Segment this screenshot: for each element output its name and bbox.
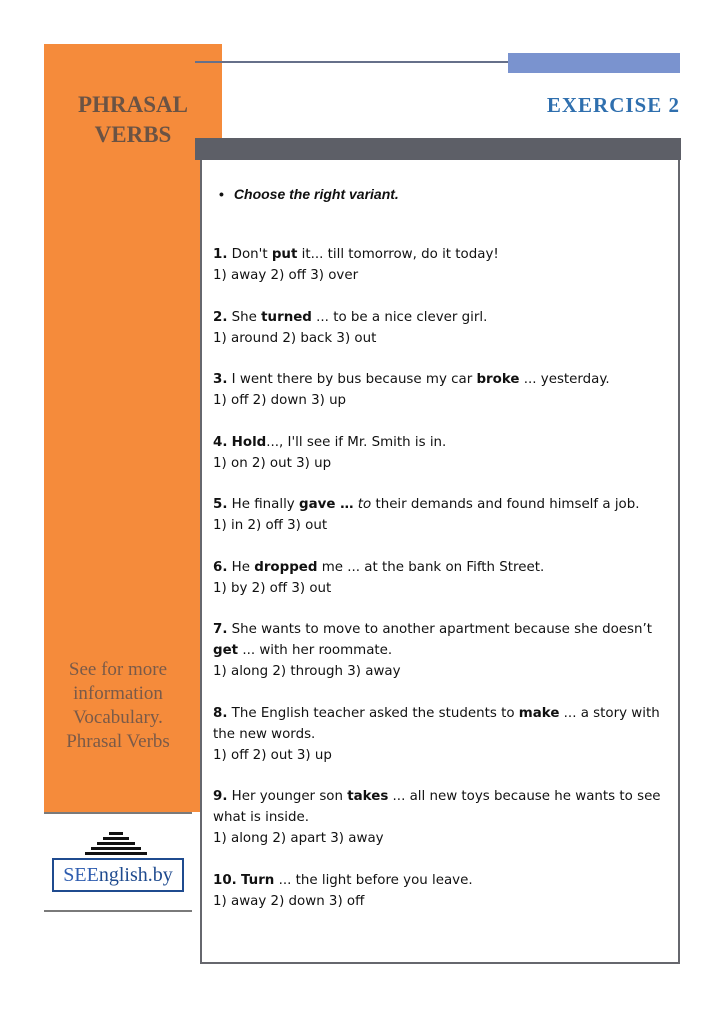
answer-options: 1) on 2) out 3) up [213,455,332,471]
answer-options: 1) away 2) off 3) over [213,268,359,283]
phrasal-verb: Turn [241,872,275,888]
instruction-text: Choose the right variant. [233,186,399,202]
answer-options: 1) in 2) off 3) out [213,518,328,533]
question-item [213,870,673,912]
question-item [213,619,673,682]
header-accent-bar [508,53,680,73]
sidebar-note-line2: information [73,683,163,704]
answer-options: 1) around 2) back 3) out [213,330,377,346]
question-text-post: ..., I'll see if Mr. Smith is in. [266,434,447,450]
sidebar-divider-top [44,812,192,814]
question-item [213,307,673,349]
stairs-icon [83,830,153,856]
question-number: 2. [213,309,228,325]
logo-text [52,858,184,892]
answer-options: 1) along 2) through 3) away [213,664,401,679]
phrasal-verb: gave … [298,497,354,512]
question-text-post: me ... at the bank on Fifth Street. [317,559,545,575]
question-text-pre: He [227,559,255,575]
question-number: 10. [213,872,237,888]
question-particle: to [357,497,372,512]
question-text-pre: She wants to move to another apartment because she doesn’t [227,622,653,637]
question-item [213,244,673,286]
question-text-pre: He finally [227,497,299,512]
question-text-pre: She [227,309,262,325]
question-text-pre: Don't [227,247,272,262]
question-number: 8. [213,705,228,721]
question-stem [213,622,652,658]
sidebar-title-line1: PHRASAL [78,92,188,117]
question-list [213,244,673,932]
question-stem [213,435,446,450]
question-text-post: ... a story with the new words. [213,705,660,742]
question-number: 3. [213,372,228,387]
site-logo[interactable] [52,830,184,892]
question-text-post: their demands and found himself a job. [371,497,640,512]
question-number: 5. [213,497,228,512]
question-stem [213,497,640,512]
exercise-title: EXERCISE 2 [546,93,680,117]
question-text-post: ... yesterday. [519,372,610,387]
phrasal-verb: dropped [254,559,318,575]
question-stem [213,560,544,575]
question-item [213,494,673,536]
question-number: 1. [213,247,228,262]
question-item [213,369,673,411]
bullet-icon: • [219,186,224,202]
sidebar-note-line1: See for more [68,659,168,680]
answer-options: 1) off 2) down 3) up [213,393,347,408]
phrasal-verb: turned [261,309,312,325]
question-text-pre: I went there by bus because my car [227,372,477,387]
phrasal-verb: takes [347,789,389,804]
sidebar-title-line2: VERBS [94,122,172,147]
exercise-content [200,160,680,964]
question-item [213,786,673,849]
answer-options: 1) by 2) off 3) out [213,580,332,596]
sidebar-info-note [44,658,192,754]
phrasal-verb: get [213,643,239,658]
question-item [213,703,673,766]
question-text-pre: The English teacher asked the students to [227,705,519,721]
question-stem [213,247,499,262]
question-stem [213,310,487,325]
question-stem [213,706,660,742]
question-number: 6. [213,559,228,575]
question-number: 4. [213,434,228,450]
question-number: 9. [213,789,228,804]
question-number: 7. [213,622,228,637]
question-stem [213,372,610,387]
answer-options: 1) off 2) out 3) up [213,747,332,763]
question-stem [213,789,661,825]
question-stem [213,873,473,888]
content-header-bar [195,138,681,160]
phrasal-verb: make [518,705,560,721]
logo-text-rest: nglish.by [98,864,173,886]
answer-options: 1) away 2) down 3) off [213,893,365,909]
question-text-pre: Her younger son [227,789,348,804]
logo-text-see: SEE [63,864,99,886]
question-text-post: ... all new toys because he wants to see what is inside. [213,789,661,825]
phrasal-verb: broke [476,372,520,387]
question-text-post: ... the light before you leave. [274,872,473,888]
question-text-post: it... till tomorrow, do it today! [297,247,499,262]
phrasal-verb: Hold [231,434,267,450]
answer-options: 1) along 2) apart 3) away [213,831,384,846]
sidebar-note-line4: Phrasal Verbs [66,731,170,752]
instruction [219,186,399,202]
sidebar-divider-bottom [44,910,192,912]
phrasal-verb: put [271,247,298,262]
question-item [213,557,673,599]
sidebar-note-line3: Vocabulary. [73,707,163,728]
question-text-post: ... with her roommate. [238,643,393,658]
question-text-post: ... to be a nice clever girl. [311,309,488,325]
question-item [213,432,673,474]
